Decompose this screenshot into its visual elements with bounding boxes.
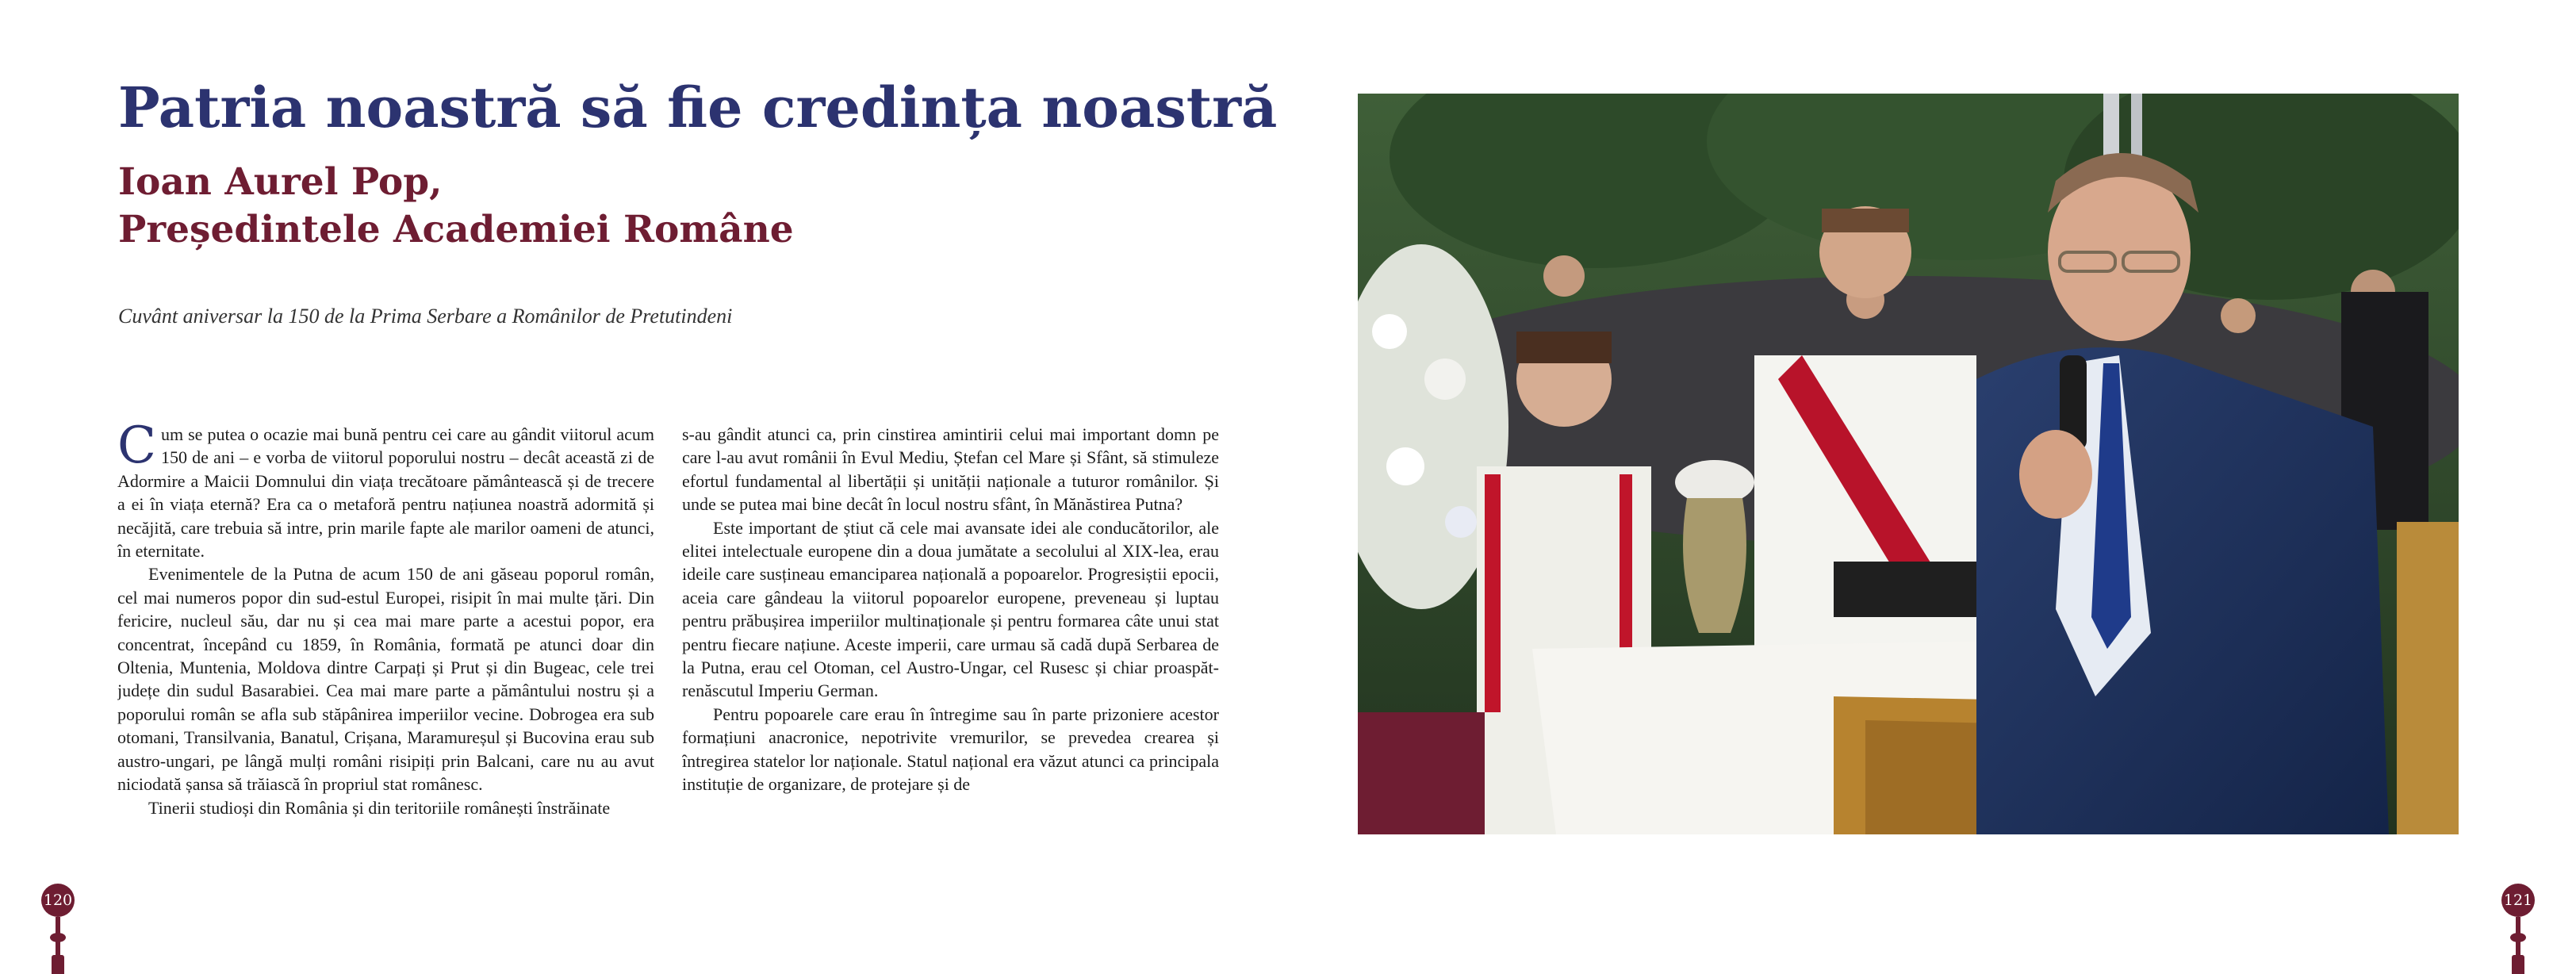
ceremony-photo	[1358, 94, 2459, 834]
page-number: 121	[2501, 884, 2535, 917]
drop-cap: C	[117, 423, 156, 475]
page-number-right	[2501, 884, 2535, 974]
page-number-left	[41, 884, 75, 974]
paragraph: Tinerii studioși din România și din teritoriile românești înstrăinate	[148, 797, 611, 818]
author-role: Președintele Academiei Române	[118, 208, 794, 251]
occasion-caption: Cuvânt aniversar la 150 de la Prima Serbare a Românilor de Pretutindeni	[118, 305, 733, 328]
page-number: 120	[41, 884, 75, 917]
text-column-right	[682, 423, 1219, 843]
paragraph: Este important de știut că cele mai avansate idei ale conducătorilor, ale elitei intelectuale europene din a doua jumătate a secolului al XIX-lea, erau ideile care susțineau emanciparea națională a popoarelor. Progresiștii epocii, aceia care gândeau la viitorul popoarelor europene, preveneau și luptau pentru prăbușirea imperiilor multinaționale și pentru formarea câte unui stat pentru fiecare națiune. Aceste imperii, care urmau să cadă după Serbarea de la Putna, erau cel Otoman, cel Austro-Ungar, cel Rusesc și chiar proaspăt-renăscutul Imperiu German.	[682, 517, 1219, 701]
author-heading	[118, 159, 794, 254]
paragraph: Pentru popoarele care erau în întregime sau în parte prizoniere acestor formațiuni anacronice, nepotrivite vremurilor, se prevedea crearea și întregirea statelor lor naționale. Statul național era văzut atunci ca principala instituție de organizare, de protejare și de	[682, 704, 1219, 795]
paragraph: Cum se putea o ocazie mai bună pentru cei care au gândit viitorul acum 150 de ani – e vorba de viitorul poporului nostru – decât această zi de Adormire a Maicii Domnului din viața trecătoare pământească și de trecere a ei în viața eternă? Era ca o metaforă pentru națiunea noastră adormită și necăjită, care trebuia să intre, prin marile fapte ale marilor oameni de atunci, în eternitate.	[117, 423, 654, 562]
paragraph: Evenimentele de la Putna de acum 150 de ani găseau poporul român, cel mai numeros popor din sud-estul Europei, risipit în mai multe țări. Din fericire, nucleul său, dar nu și cea mai mare parte a acestui popor, era concentrat, începând cu 1859, în România, formată pe atunci doar din Oltenia, Muntenia, Moldova dintre Carpați și Prut și din Bugeac, cele trei județe din sudul Basarabiei. Cea mai mare parte a pământului nostru și a poporului român se afla sub stăpânirea imperiilor vecine. Dobrogea era sub otomani, Transilvania, Banatul, Crișana, Maramureșul și Bucovina erau sub austro-ungari, pe lângă mulți români risipiți prin Balcani, care nu au avut niciodată șansa să trăiască în propriul stat românesc.	[117, 564, 654, 795]
page-title: Patria noastră să fie credința noastră	[118, 75, 1278, 140]
text-column-left	[117, 423, 654, 843]
author-name: Ioan Aurel Pop,	[118, 160, 443, 204]
paragraph: s-au gândit atunci ca, prin cinstirea amintirii celui mai important domn pe care l-au avut românii în Evul Mediu, Ștefan cel Mare și Sfânt, să stimuleze efortul fundamental al libertății și unității naționale a tuturor românilor. Și unde se putea mai bine decât în locul nostru sfânt, în Mănăstirea Putna?	[682, 424, 1219, 515]
